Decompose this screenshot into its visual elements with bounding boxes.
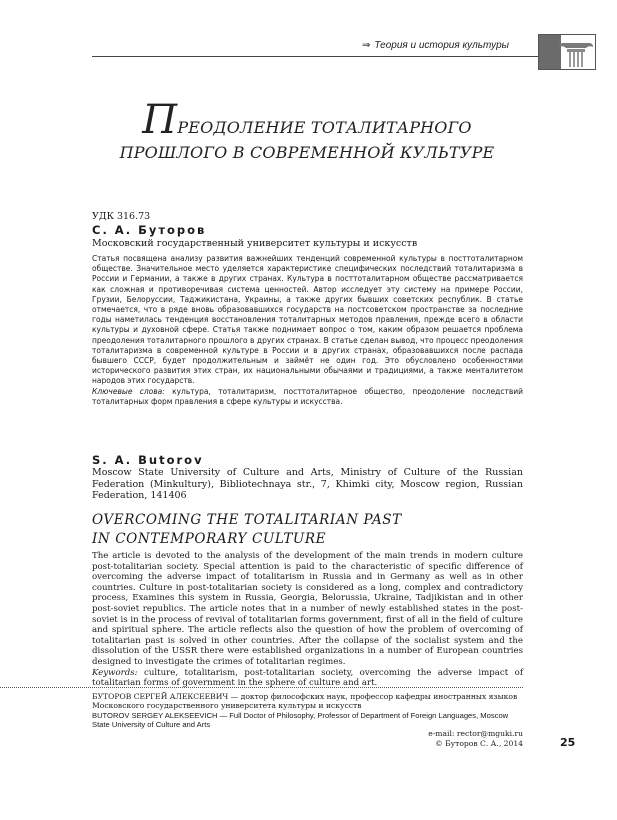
page-number: 25 (560, 736, 576, 749)
copyright: © Буторов С. А., 2014 (435, 738, 523, 748)
author-note-ru: БУТОРОВ СЕРГЕЙ АЛЕКСЕЕВИЧ — доктор философских наук, профессор кафедры иностранных языков Московского государственного университета культуры и искусств (92, 692, 518, 711)
article-title-ru (92, 97, 522, 165)
keywords-ru-text: культура, тоталитаризм, посттоталитарное общество, преодоление последствий тоталитарных форм правления в сфере культуры и искусства. (92, 386, 523, 406)
abstract-ru (92, 254, 523, 407)
title-en-line-1: OVERCOMING THE TOTALITARIAN PAST (92, 512, 402, 528)
author-name-en: S. A. Butorov (92, 453, 204, 467)
title-en-line-2: IN CONTEMPORARY CULTURE (92, 531, 327, 547)
author-note-en: BUTOROV SERGEY ALEKSEEVICH — Full Doctor of Philosophy, Professor of Department of Foreign Languages, Moscow State University of Culture and Arts (92, 710, 509, 730)
udk-code: УДК 316.73 (92, 211, 151, 222)
article-title-en (92, 511, 523, 549)
email: e-mail: rector@mguki.ru (428, 729, 523, 738)
footnote-divider (0, 687, 523, 688)
arrow-icon: ⇒ (362, 40, 371, 51)
author-name-ru: С. А. Буторов (92, 223, 207, 237)
keywords-en-text: culture, totalitarism, post-totalitarian society, overcoming the adverse impact of totalitarian forms of government in the sphere of culture and art. (92, 667, 524, 689)
title-drop-cap: П (142, 97, 178, 143)
keywords-en (92, 668, 523, 689)
abstract-en-text: The article is devoted to the analysis of the development of the main trends in modern culture post-totalitarian society. Special attention is paid to the characteristic of specific difference of overcoming the adverse impact of totalitarism in Russia and in Germany as well as in other countries. Culture in post-totalitarian society is considered as a long, complex and contradictory process, Examines this system in Russia, Georgia, Belorussia, Ukraine, Tadjikistan and in other post-soviet republics. The article notes that in a number of newly established states in the post-soviet is in the process of revival of totalitarian forms government, first of all in the field of culture and spiritual sphere. The article reflects also the question of how the problem of overcoming of totalitarian past is solved in other countries. After the collapse of the socialist system and the dissolution of the USSR there were established organizations in a number of European countries designed to investigate the crimes of totalitarian regimes. (92, 551, 523, 667)
title-line-2: ПРОШЛОГО В СОВРЕМЕННОЙ КУЛЬТУРЕ (119, 143, 495, 162)
keywords-ru-label: Ключевые слова: (92, 386, 165, 396)
column-capital-icon (538, 34, 596, 70)
keywords-en-label: Keywords: (92, 667, 138, 678)
contact-block (300, 729, 523, 748)
abstract-en (92, 551, 523, 689)
abstract-ru-text: Статья посвящена анализу развития важнейших тенденций современной культуры в посттоталитарном обществе. Значительное место уделяется характеристике специфических последствий тоталитаризма в России и Германии, а также в других странах. Культура в посттоталитарном обществе рассматривается как сложная и противоречивая система ценностей. Автор исследует эту систему на примере России, Грузии, Белоруссии, Таджикистана, Украины, а также других бывших советских республик. В статье отмечается, что в ряде вновь образовавшихся государств на постсоветском пространстве за последние годы наметилась тенденция восстановления тоталитарных методов правления, прежде всего в области культуры и духовной сфере. Статья также поднимает вопрос о том, каким образом решается проблема преодоления тоталитарного прошлого в других странах. В статье сделан вывод, что процесс преодоления тоталитаризма в современной культуре в России и в других странах, образовавшихся после распада бывшего СССР, будет продолжительным и займёт не один год. Это обусловлено особенностями исторического развития этих стран, их национальными обычаями и традициями, а также менталитетом народов этих государств. (92, 254, 523, 386)
running-head (362, 40, 509, 51)
affiliation-ru: Московский государственный университет культуры и искусств (92, 238, 418, 249)
affiliation-en: Moscow State University of Culture and Arts, Ministry of Culture of the Russian Federation (Minkultury), Bibliotechnaya str., 7, Khimki city, Moscow region, Russian Federation, 141406 (92, 467, 523, 501)
section-title: Теория и история культуры (374, 40, 509, 51)
header-rule (92, 56, 538, 57)
title-line-1: РЕОДОЛЕНИЕ ТОТАЛИТАРНОГО (177, 118, 472, 137)
keywords-ru (92, 387, 523, 407)
author-notes (92, 692, 523, 730)
